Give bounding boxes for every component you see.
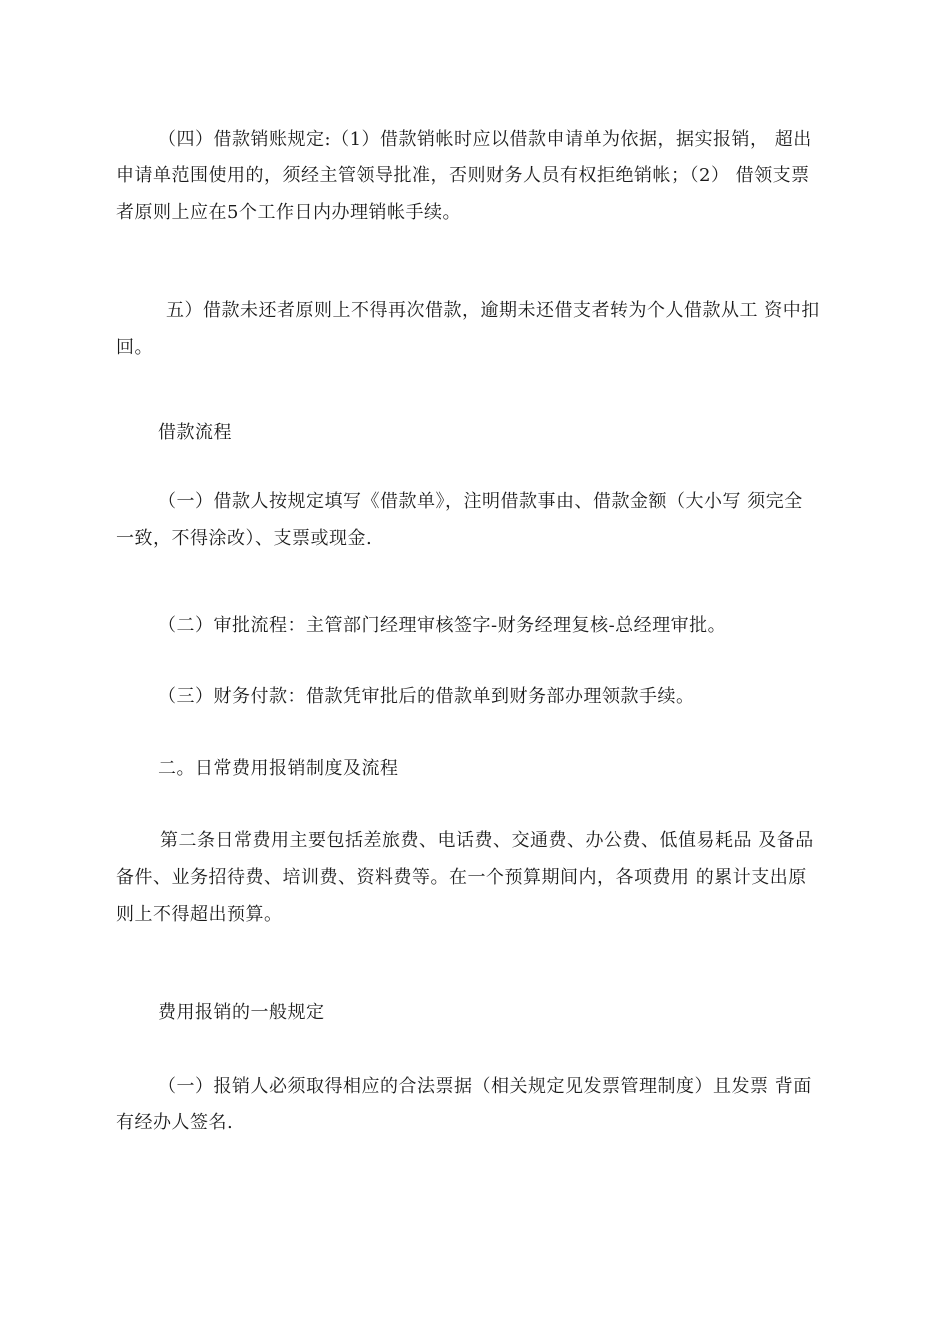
section-heading-daily-expenses: 二。日常费用报销制度及流程 [158,758,399,779]
section-heading-loan-process: 借款流程 [158,422,232,443]
section-heading-reimbursement-rules: 费用报销的一般规定 [158,1002,325,1023]
text-line: 备件、业务招待费、培训费、资料费等。在一个预算期间内，各项费用 的累计支出原 [116,867,807,888]
text-line: （一）借款人按规定填写《借款单》，注明借款事由、借款金额（大小写 须完全 [158,491,803,512]
text-line: 者原则上应在5个工作日内办理销帐手续。 [116,202,461,223]
text-line: 回。 [116,337,153,358]
text-line: 第二条日常费用主要包括差旅费、电话费、交通费、办公费、低值易耗品 及备品 [160,830,814,851]
text-line: （一）报销人必须取得相应的合法票据（相关规定见发票管理制度）且发票 背面 [158,1076,812,1097]
text-line: 则上不得超出预算。 [116,904,283,925]
text-line: 五）借款未还者原则上不得再次借款，逾期未还借支者转为个人借款从工 资中扣 [166,300,820,321]
text-line: 一致，不得涂改）、支票或现金. [116,528,373,549]
text-line: （四）借款销账规定:（1）借款销帐时应以借款申请单为依据，据实报销， 超出 [158,129,812,150]
text-line: 申请单范围使用的，须经主管领导批准，否则财务人员有权拒绝销帐；（2） 借领支票 [116,165,810,186]
paragraph-loan-step-2: （二）审批流程：主管部门经理审核签字-财务经理复核-总经理审批。 [158,615,727,636]
text-line: 有经办人签名. [116,1112,234,1133]
paragraph-loan-step-3: （三）财务付款：借款凭审批后的借款单到财务部办理领款手续。 [158,686,695,707]
